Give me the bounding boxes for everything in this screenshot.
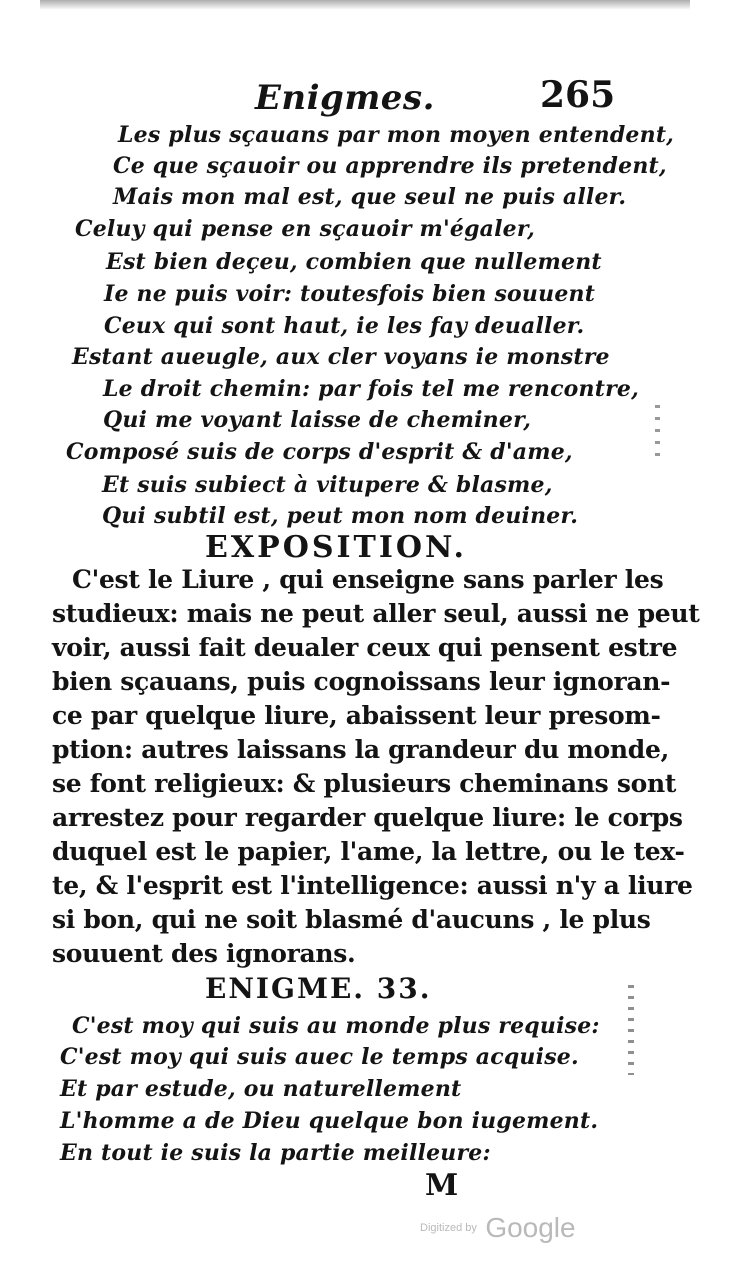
verse-line-7: Ceux qui sont haut, ie les fay deualler. [104, 313, 585, 339]
enigme-line-4: L'homme a de Dieu quelque bon iugement. [60, 1108, 599, 1134]
exposition-line-5: ce par quelque liure, abaissent leur presom- [52, 701, 661, 730]
verse-line-6: Ie ne puis voir: toutesfois bien souuent [104, 281, 596, 307]
exposition-line-9: duquel est le papier, l'ame, la lettre, ou le tex- [52, 837, 685, 866]
catchword: M [425, 1168, 459, 1203]
verse-line-11: Composé suis de corps d'esprit & d'ame, [66, 439, 573, 465]
watermark-logo-text: Google [485, 1212, 576, 1243]
page-top-edge-shadow [40, 0, 690, 10]
exposition-line-11: si bon, qui ne soit blasmé d'aucuns , le plus [52, 905, 651, 934]
verse-line-12: Et suis subiect à vitupere & blasme, [102, 472, 553, 498]
verse-line-13: Qui subtil est, peut mon nom deuiner. [102, 503, 579, 529]
verse-line-2: Ce que sçauoir ou apprendre ils pretendent, [113, 153, 667, 179]
running-title: Enigmes. [255, 78, 435, 118]
enigme-line-1: C'est moy qui suis au monde plus requise: [72, 1013, 600, 1039]
verse-line-4: Celuy qui pense en sçauoir m'égaler, [75, 216, 535, 242]
exposition-heading: EXPOSITION. [205, 530, 467, 565]
digitization-watermark [420, 1212, 576, 1244]
enigme-line-3: Et par estude, ou naturellement [60, 1076, 462, 1102]
exposition-line-10: te, & l'esprit est l'intelligence: aussi n'y a liure [52, 871, 693, 900]
page-number: 265 [540, 74, 616, 116]
verse-line-10: Qui me voyant laisse de cheminer, [103, 407, 532, 433]
exposition-line-1: C'est le Liure , qui enseigne sans parler les [72, 565, 664, 594]
exposition-line-12: souuent des ignorans. [52, 939, 356, 968]
verse-line-8: Estant aueugle, aux cler voyans ie monstre [72, 344, 610, 370]
exposition-line-2: studieux: mais ne peut aller seul, aussi ne peut [52, 599, 700, 628]
enigme-heading: ENIGME. 33. [205, 972, 432, 1005]
margin-specks [628, 985, 634, 1075]
exposition-line-3: voir, aussi fait deualer ceux qui pensent estre [52, 633, 678, 662]
exposition-line-6: ption: autres laissans la grandeur du monde, [52, 735, 670, 764]
watermark-small-text: Digitized by [420, 1222, 477, 1234]
enigme-line-2: C'est moy qui suis auec le temps acquise. [60, 1044, 579, 1070]
exposition-line-7: se font religieux: & plusieurs cheminans sont [52, 769, 677, 798]
verse-line-1: Les plus sçauans par mon moyen entendent, [118, 122, 675, 148]
margin-specks-upper [655, 405, 660, 465]
verse-line-5: Est bien deçeu, combien que nullement [106, 249, 602, 275]
verse-line-3: Mais mon mal est, que seul ne puis aller. [113, 184, 627, 210]
exposition-line-4: bien sçauans, puis cognoissans leur ignoran- [52, 667, 671, 696]
enigme-line-5: En tout ie suis la partie meilleure: [60, 1140, 491, 1166]
verse-line-9: Le droit chemin: par fois tel me rencontre, [103, 376, 639, 402]
exposition-line-8: arrestez pour regarder quelque liure: le corps [52, 803, 683, 832]
